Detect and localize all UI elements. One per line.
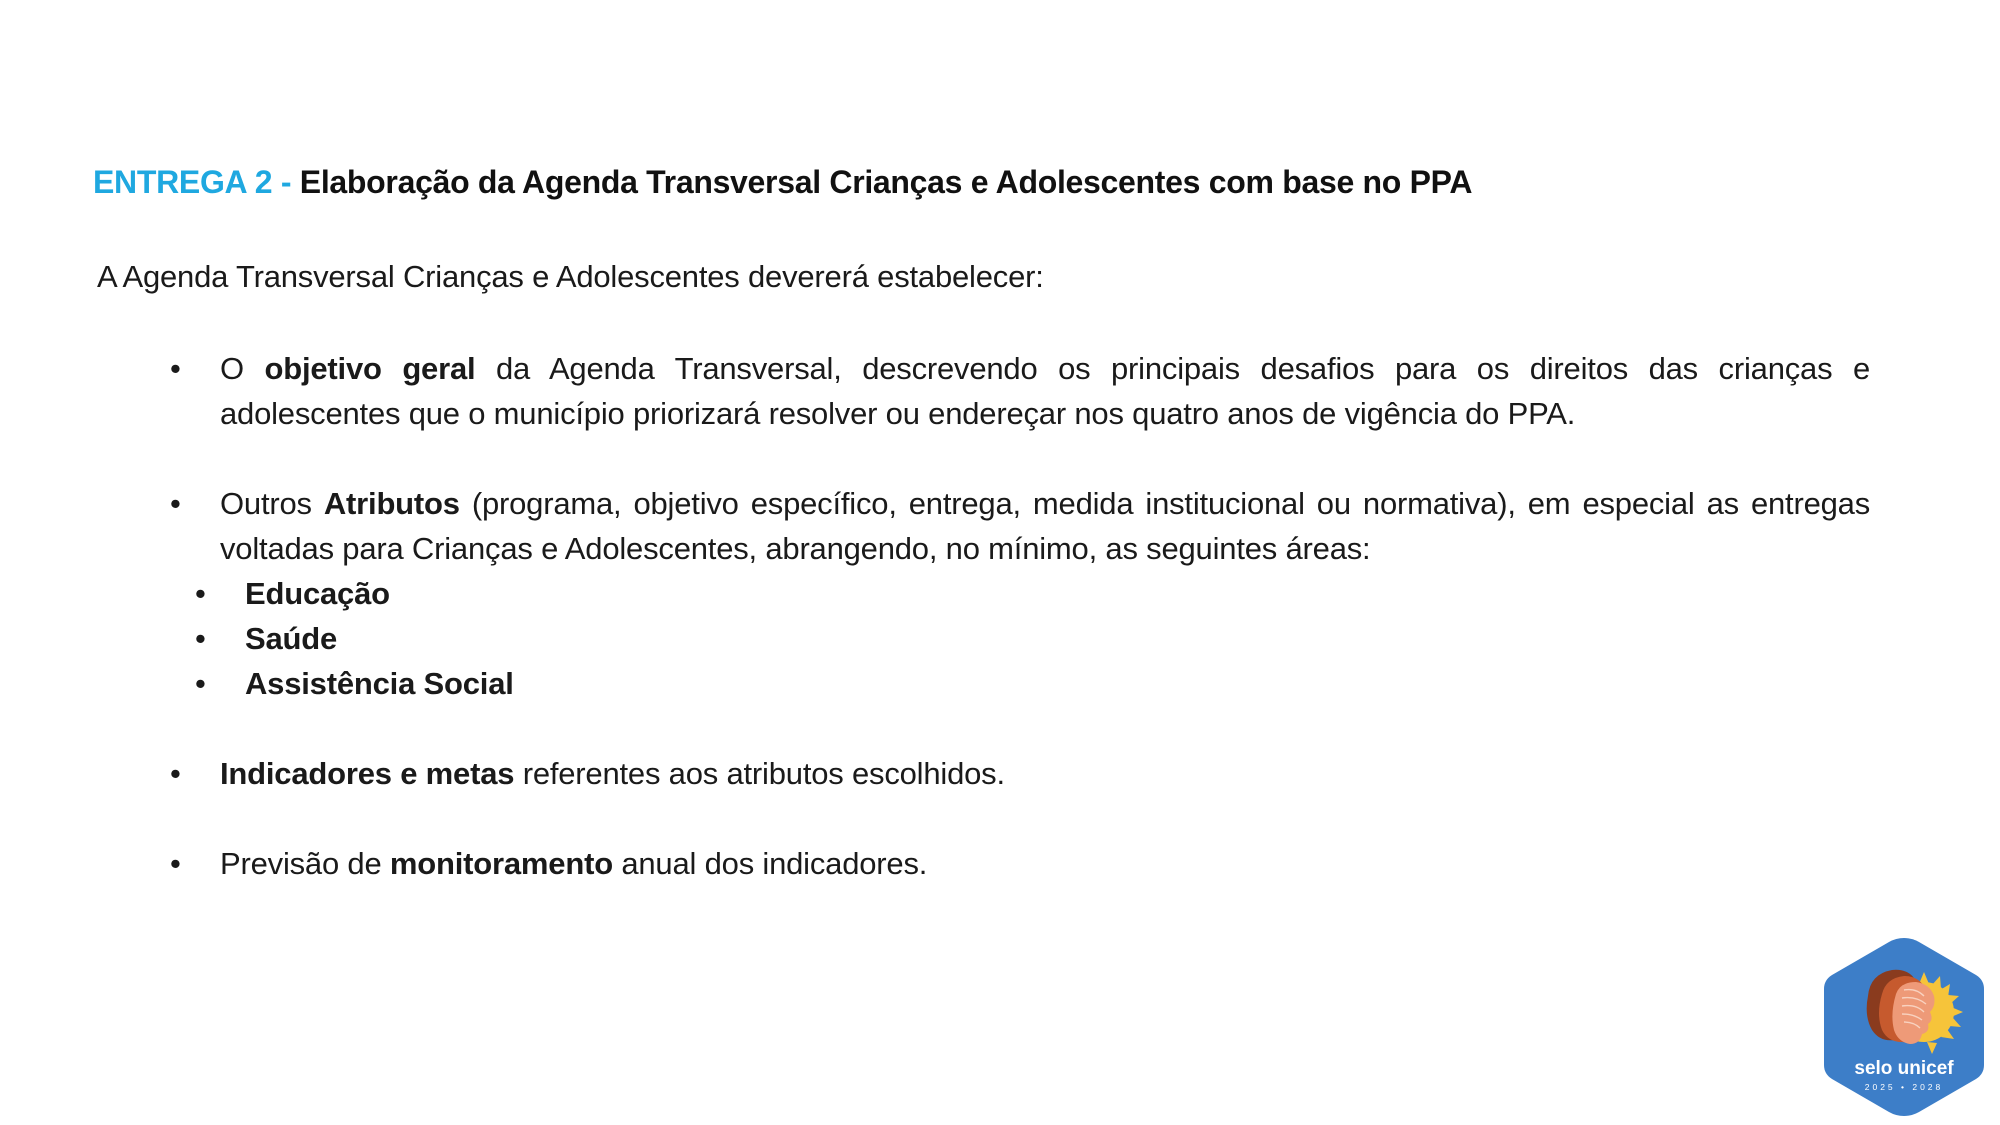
sub-bullet-list (195, 571, 1870, 706)
page-title (93, 164, 1472, 201)
bullet-dot: • (170, 846, 181, 881)
bullet-dot: • (195, 621, 206, 656)
bullet-text-bold: objetivo geral (264, 351, 476, 386)
bullet-text-pre: Previsão de (220, 846, 390, 881)
sub-bullet-assistencia-social (195, 661, 1870, 706)
badge-years: 2025 • 2028 (1864, 1082, 1944, 1092)
bullet-text-pre: Outros (220, 486, 324, 521)
badge-name: selo unicef (1854, 1058, 1954, 1079)
bullet-dot: • (170, 486, 181, 521)
sub-bullet-text: Educação (245, 576, 390, 611)
bullet-text-post: anual dos indicadores. (612, 846, 928, 881)
bullet-text-bold: Indicadores e metas (220, 756, 515, 791)
sub-bullet-text: Assistência Social (245, 666, 514, 701)
sub-bullet-educacao (195, 571, 1870, 616)
bullet-objetivo-geral (170, 346, 1870, 436)
bullet-atributos (170, 481, 1870, 571)
title-accent: ENTREGA 2 - (93, 164, 300, 200)
intro-text: A Agenda Transversal Crianças e Adolescentes devererá estabelecer: (97, 259, 1044, 294)
bullet-text-post: (programa, objetivo específico, entrega, medida institucional ou normativa), em especial as entregas voltadas para Crianças e Adolescentes, abrangendo, no mínimo, as seguintes áreas: (220, 486, 1870, 566)
bullet-text-pre: O (220, 351, 265, 386)
bullet-monitoramento (170, 841, 1870, 886)
bullet-indicadores (170, 751, 1870, 796)
bullet-list (170, 346, 1870, 886)
bullet-dot: • (170, 351, 181, 386)
bullet-dot: • (195, 576, 206, 611)
sub-bullet-text: Saúde (245, 621, 338, 656)
bullet-text-post: referentes aos atributos escolhidos. (514, 756, 1005, 791)
title-main: Elaboração da Agenda Transversal Crianças e Adolescentes com base no PPA (299, 164, 1473, 200)
bullet-text-bold: monitoramento (389, 846, 613, 881)
bullet-text-bold: Atributos (323, 486, 460, 521)
selo-unicef-logo (1820, 934, 1988, 1120)
bullet-dot: • (195, 666, 206, 701)
sub-bullet-saude (195, 616, 1870, 661)
bullet-dot: • (170, 756, 181, 791)
bullet-text-post: da Agenda Transversal, descrevendo os principais desafios para os direitos das crianças e adolescentes que o município priorizará resolver ou endereçar nos quatro anos de vigência do PPA. (220, 351, 1871, 431)
